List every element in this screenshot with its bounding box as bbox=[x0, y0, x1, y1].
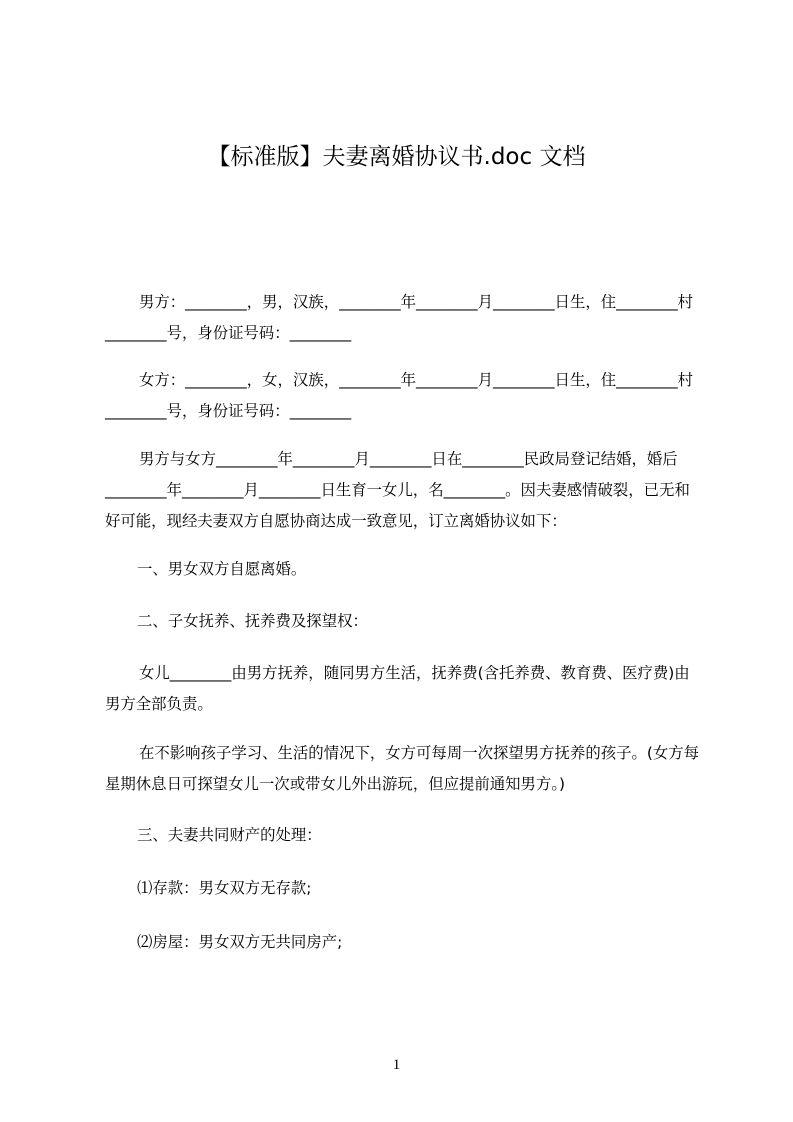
property-item-housing: ⑵房屋：男女双方无共同房产; bbox=[137, 933, 343, 951]
clause-three-heading: 三、夫妻共同财产的处理： bbox=[137, 826, 322, 844]
paragraph-male-party: 男方：________，男，汉族，________年________月________日生，住________村________号，身份证号码：________ bbox=[105, 293, 694, 342]
page-number: 1 bbox=[392, 1057, 401, 1073]
paragraph-marriage-info: 男方与女方________年________月________日在________民政局登记结婚，婚后________年________月________日生育一女儿，名________。因夫妻感情破裂，已无和好可能，现经夫妻双方自愿协商达成一致意见，订立离婚协议如下： bbox=[105, 450, 690, 530]
clause-two-heading: 二、子女抚养、抚养费及探望权： bbox=[137, 612, 368, 630]
document-title: 【标准版】夫妻离婚协议书.doc 文档 bbox=[207, 144, 586, 170]
clause-one-heading: 一、男女双方自愿离婚。 bbox=[137, 560, 307, 578]
property-item-savings: ⑴存款：男女双方无存款; bbox=[137, 879, 312, 897]
paragraph-visitation: 在不影响孩子学习、生活的情况下，女方可每周一次探望男方抚养的孩子。(女方每星期休息日可探望女儿一次或带女儿外出游玩，但应提前通知男方。) bbox=[105, 744, 700, 793]
paragraph-child-custody: 女儿________由男方抚养，随同男方生活，抚养费(含托养费、教育费、医疗费)由男方全部负责。 bbox=[105, 664, 690, 713]
paragraph-female-party: 女方：________，女，汉族，________年________月________日生，住________村________号，身份证号码：________ bbox=[105, 371, 694, 420]
